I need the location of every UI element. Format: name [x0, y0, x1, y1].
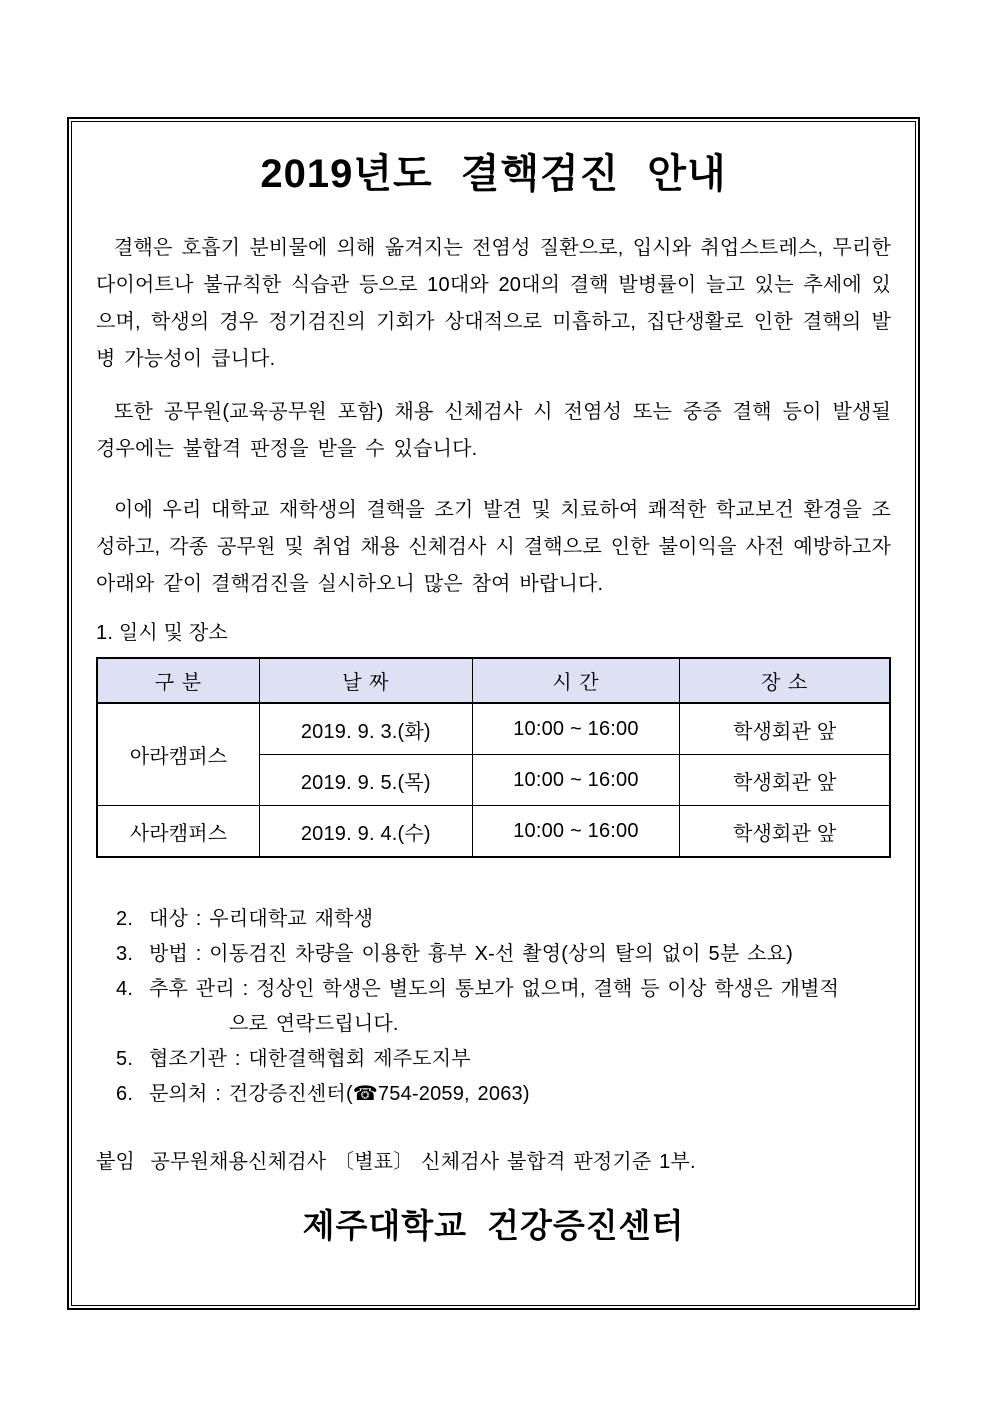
list-item-followup	[116, 972, 891, 1042]
cell-place: 학생회관 앞	[680, 806, 890, 858]
cell-time: 10:00 ~ 16:00	[472, 703, 680, 755]
item-text: 방법 : 이동검진 차량을 이용한 흉부 X-선 촬영(상의 탈의 없이 5분 소요)	[149, 943, 794, 965]
column-header-place: 장 소	[680, 658, 890, 703]
item-text-continuation: 으로 연락드립니다.	[229, 1013, 399, 1035]
list-item-method	[116, 937, 891, 972]
list-item-cooperating-org	[116, 1042, 891, 1077]
item-text: 대상 : 우리대학교 재학생	[149, 908, 374, 930]
table-header-row	[97, 658, 890, 703]
item-number: 2.	[116, 908, 134, 930]
cell-place: 학생회관 앞	[680, 755, 890, 806]
attachment-note: 붙임 공무원채용신체검사 〔별표〕 신체검사 불합격 판정기준 1부.	[96, 1151, 696, 1173]
list-item-contact	[116, 1077, 891, 1112]
page-border-frame-inner	[71, 121, 916, 1306]
column-header-time: 시 간	[472, 658, 680, 703]
paragraph-intro: 결핵은 호흡기 분비물에 의해 옮겨지는 전염성 질환으로, 입시와 취업스트레스, 무리한 다이어트나 불규칙한 식습관 등으로 10대와 20대의 결핵 발병률이 늘고 있는 추세에 있으며, 학생의 경우 정기검진의 기회가 상대적으로 미흡하고, 집단생활로 인한 결핵의 발병 가능성이 큽니다.	[96, 237, 891, 370]
cell-date: 2019. 9. 3.(화)	[260, 703, 473, 755]
column-header-date: 날 짜	[260, 658, 473, 703]
numbered-items	[96, 902, 891, 1112]
issuing-org-title: 제주대학교 건강증진센터	[302, 1207, 685, 1244]
list-item-target	[116, 902, 891, 937]
table-row	[97, 703, 890, 755]
item-number: 3.	[116, 943, 134, 965]
section-heading-schedule: 1. 일시 및 장소	[96, 622, 228, 644]
item-text: 문의처 : 건강증진센터(☎754-2059, 2063)	[149, 1083, 530, 1105]
cell-place: 학생회관 앞	[680, 703, 890, 755]
item-number: 5.	[116, 1048, 134, 1070]
item-text: 추후 관리 : 정상인 학생은 별도의 통보가 없으며, 결핵 등 이상 학생은 개별적	[149, 978, 840, 1000]
cell-date: 2019. 9. 4.(수)	[260, 806, 473, 858]
schedule-table	[96, 657, 891, 858]
cell-time: 10:00 ~ 16:00	[472, 806, 680, 858]
paragraph-civil-service: 또한 공무원(교육공무원 포함) 채용 신체검사 시 전염성 또는 중증 결핵 등이 발생될 경우에는 불합격 판정을 받을 수 있습니다.	[96, 401, 891, 460]
table-row	[97, 806, 890, 858]
item-number: 6.	[116, 1083, 134, 1105]
cell-date: 2019. 9. 5.(목)	[260, 755, 473, 806]
page-border-frame	[67, 117, 920, 1310]
paragraph-purpose: 이에 우리 대학교 재학생의 결핵을 조기 발견 및 치료하여 쾌적한 학교보건 환경을 조성하고, 각종 공무원 및 취업 채용 신체검사 시 결핵으로 인한 불이익을 사전 예방하고자 아래와 같이 결핵검진을 실시하오니 많은 참여 바랍니다.	[96, 499, 891, 595]
cell-campus-sara: 사라캠퍼스	[97, 806, 260, 858]
page-title: 2019년도 결핵검진 안내	[260, 152, 727, 196]
item-number: 4.	[116, 978, 134, 1000]
column-header-category: 구 분	[97, 658, 260, 703]
cell-time: 10:00 ~ 16:00	[472, 755, 680, 806]
item-text: 협조기관 : 대한결핵협회 제주도지부	[149, 1048, 471, 1070]
cell-campus-ara: 아라캠퍼스	[97, 703, 260, 806]
